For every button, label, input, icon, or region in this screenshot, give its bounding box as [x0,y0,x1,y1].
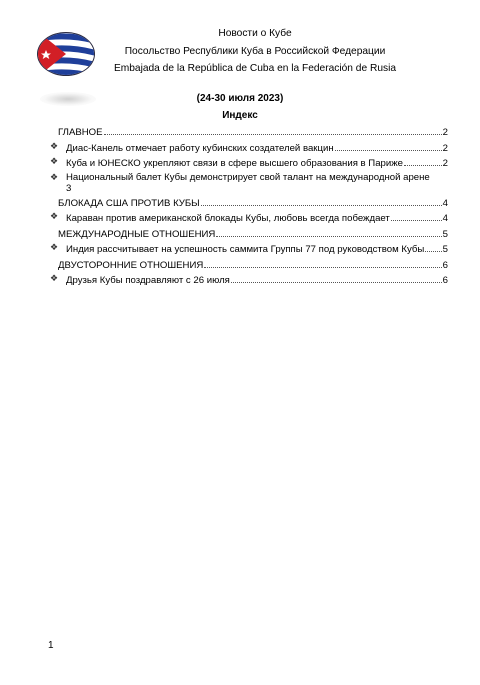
diamond-bullet-icon: ❖ [50,171,59,182]
diamond-bullet-icon: ❖ [50,211,59,221]
toc-page: 6 [442,275,448,286]
toc-label: Караван против американской блокады Кубы, любовь всегда побеждает [66,213,390,224]
index-title: Индекс [222,110,258,121]
toc-item[interactable] [48,273,448,289]
toc-item[interactable] [48,211,448,227]
toc-label: МЕЖДУНАРОДНЫЕ ОТНОШЕНИЯ [58,228,216,240]
toc-label: БЛОКАДА США ПРОТИВ КУБЫ [58,197,200,209]
toc-section[interactable] [48,125,448,141]
toc-section[interactable] [48,258,448,274]
header-embassy-ru: Посольство Республики Куба в Российской Федерации [124,46,386,57]
header-title: Новости о Кубе [218,28,292,39]
toc-item[interactable] [48,156,448,172]
toc-page: 2 [442,142,448,154]
diamond-bullet-icon: ❖ [50,140,59,151]
toc-page: 5 [442,244,448,255]
page-number: 1 [48,640,54,651]
toc-page: 5 [442,228,448,240]
toc-label: Друзья Кубы поздравляют с 26 июля [66,275,230,286]
toc-label: Национальный балет Кубы демонстрирует свой талант на международной арене [66,171,430,183]
toc-label: Диас-Канель отмечает работу кубинских создателей вакцин [66,142,334,154]
leader-dots [104,125,442,135]
toc-item[interactable] [48,172,448,196]
leader-dots [404,156,442,166]
leader-dots [391,211,442,221]
toc-item[interactable] [48,242,448,258]
toc-label: Куба и ЮНЕСКО укрепляют связи в сфере высшего образования в Париже [66,158,403,169]
toc-item[interactable] [48,141,448,157]
toc-page: 4 [442,213,448,224]
toc-page: 2 [442,158,448,169]
diamond-bullet-icon: ❖ [50,156,59,166]
toc-page: 2 [442,127,448,138]
leader-dots [216,227,441,237]
toc-label: Индия рассчитывает на успешность саммита Группы 77 под руководством Кубы [66,244,425,255]
toc-label: ГЛАВНОЕ [58,127,103,138]
toc-section[interactable] [48,227,448,243]
leader-dots [425,242,441,252]
cuban-flag-logo-icon [36,30,96,78]
diamond-bullet-icon: ❖ [50,273,59,283]
toc-page: 3 [66,182,72,194]
toc-page: 4 [442,197,448,209]
toc-label: ДВУСТОРОННИЕ ОТНОШЕНИЯ [58,259,204,271]
toc-page: 6 [442,259,448,271]
leader-dots [201,196,442,206]
table-of-contents [48,125,448,289]
leader-dots [204,258,441,268]
diamond-bullet-icon: ❖ [50,242,59,252]
leader-dots [231,273,442,283]
header-embassy-es: Embajada de la República de Cuba en la Federación de Rusia [113,63,397,74]
toc-section[interactable] [48,196,448,212]
leader-dots [335,141,442,151]
date-range: (24-30 июля 2023) [196,93,284,104]
